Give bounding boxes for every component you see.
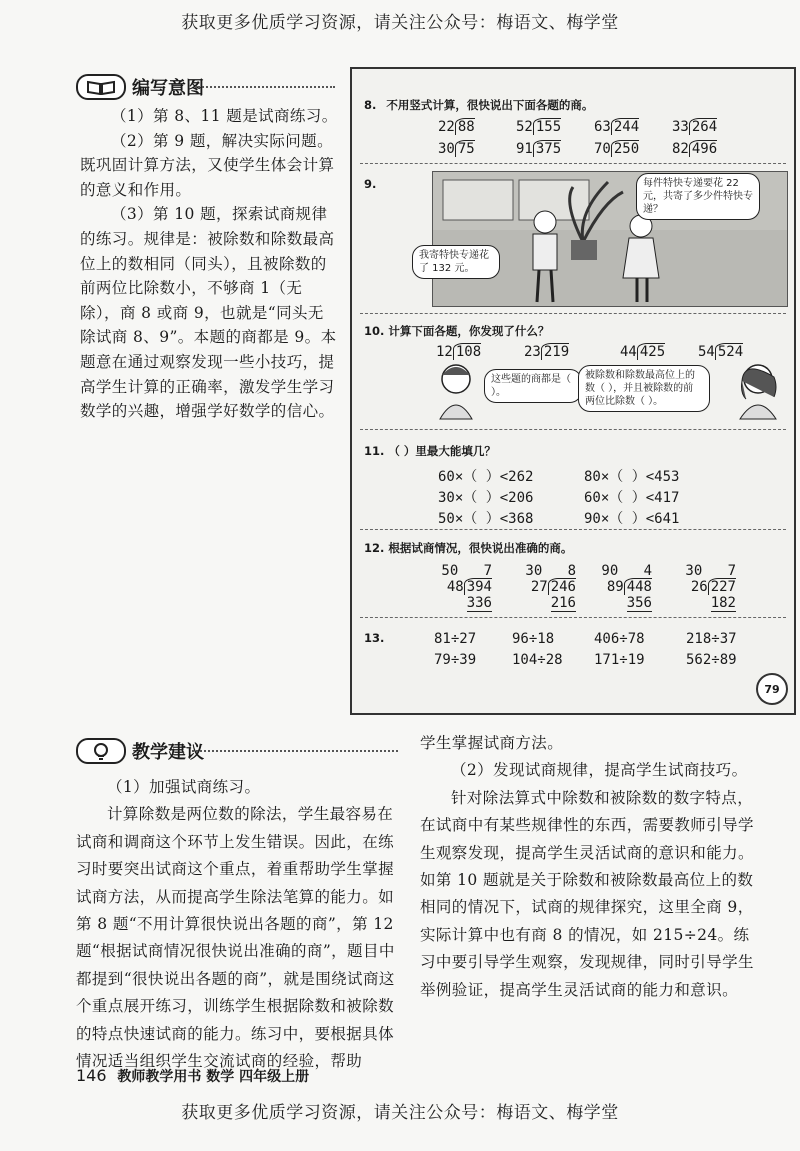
intent-header [76, 74, 204, 100]
suggest-right-p3: 针对除法算式中除数和被除数的数字特点，在试商中有某些规律性的东西，需要教师引导学生观察发现，提高学生灵活试商的意识和能力。如第 10 题就是关于除数和被除数最高位上的数相同的情况下，试商的规律探究，这里全商 9，实际计算中也有商 8 的情况，如 215÷24。练习中要引导学生观察，发现规律，同时引导学生举例验证，提高学生灵活试商的能力和意识。 [420, 788, 754, 999]
suggest-left-p2: 计算除数是两位数的除法，学生最容易在试商和调商这个环节上发生错误。因此，在练习时要突出试商这个重点，着重帮助学生掌握试商方法，从而提高学生除法笔算的能力。如第 8 题“不用计算很快说出各题的商”，第 12 题“根据试商情况很快说出准确的商”，题目中都提到“很快说出各题的商”，就是围绕试商这个重点展开练习，训练学生根据除数和被除数的特点快速试商的能力。练习中，要根据具体情况适当组织学生交流试商的经验，帮助 [76, 805, 395, 1071]
intent-p1: （1）第 8、11 题是试商练习。 [111, 107, 338, 125]
q12-long-division: 50 7 48 394 336 [441, 563, 492, 611]
boy-avatar [434, 361, 478, 421]
q10-item: 12 108 [436, 344, 482, 360]
page-footer [76, 1066, 309, 1086]
suggest-left-p1: （1）加强试商练习。 [107, 778, 261, 796]
q13-item: 218÷37 [686, 631, 737, 647]
separator [360, 163, 786, 164]
q9-boy-bubble: 我寄特快专递花了 132 元。 [412, 245, 500, 279]
q8-item: 70 250 [594, 141, 640, 157]
q11-item: 60×（ ）<262 [438, 469, 534, 485]
intent-title: 编写意图 [132, 78, 204, 99]
book-icon [76, 74, 126, 100]
banner-top: 获取更多优质学习资源，请关注公众号：梅语文、梅学堂 [181, 13, 619, 33]
q10-item: 23 219 [524, 344, 570, 360]
intent-body [80, 104, 338, 424]
q10-prompt: 10. 计算下面各题，你发现了什么？ [364, 324, 550, 338]
q13-item: 104÷28 [512, 652, 563, 668]
q8-item: 91 375 [516, 141, 562, 157]
banner-bottom: 获取更多优质学习资源，请关注公众号：梅语文、梅学堂 [181, 1103, 619, 1123]
q12-long-division: 30 7 26 227 182 [685, 563, 736, 611]
separator [360, 313, 786, 314]
q8-item: 52 155 [516, 119, 562, 135]
q8-label: 8. [364, 98, 377, 112]
suggest-header [76, 738, 204, 764]
q12-long-division: 90 4 89 448 356 [601, 563, 652, 611]
intent-p2: （2）第 9 题，解决实际问题。既巩固计算方法，又使学生体会计算的意义和作用。 [80, 131, 335, 199]
textbook-panel [350, 67, 796, 715]
q12-long-division: 30 8 27 246 216 [525, 563, 576, 611]
q13-item: 96÷18 [512, 631, 555, 647]
q10-boy-bubble: 这些题的商都是（ ）。 [484, 369, 582, 403]
q11-item: 90×（ ）<641 [584, 511, 680, 527]
q10-item: 54 524 [698, 344, 744, 360]
q8-item: 30 75 [438, 141, 475, 157]
panel-page-number: 79 [756, 673, 788, 705]
suggest-right-p1: 学生掌握试商方法。 [420, 734, 564, 752]
suggest-right-column [420, 730, 760, 1004]
q9-girl-bubble: 每件特快专递要花 22 元，共寄了多少件特快专递？ [636, 173, 760, 220]
q11-item: 50×（ ）<368 [438, 511, 534, 527]
bulb-icon [76, 738, 126, 764]
suggest-left-column [76, 774, 408, 1075]
book-title: 教师教学用书 数学 四年级上册 [117, 1069, 310, 1085]
q10-girl-bubble: 被除数和除数最高位上的数（ ），并且被除数的前两位比除数（ ）。 [578, 365, 710, 412]
q8-prompt [364, 97, 593, 113]
suggest-title: 教学建议 [132, 742, 204, 763]
intent-rule [195, 86, 335, 88]
separator [360, 529, 786, 530]
q11-prompt: 11. （ ）里最大能填几？ [364, 444, 496, 458]
q11-item: 30×（ ）<206 [438, 490, 534, 506]
q9-label: 9. [364, 177, 377, 191]
girl-avatar [734, 361, 782, 421]
q11-item: 80×（ ）<453 [584, 469, 680, 485]
q13-item: 562÷89 [686, 652, 737, 668]
q10-item: 44 425 [620, 344, 666, 360]
q8-item: 22 88 [438, 119, 475, 135]
suggest-right-p2: （2）发现试商规律，提高学生试商技巧。 [451, 761, 748, 780]
q13-item: 79÷39 [434, 652, 477, 668]
q8-text: 不用竖式计算，很快说出下面各题的商。 [386, 98, 594, 112]
q11-item: 60×（ ）<417 [584, 490, 680, 506]
q8-item: 82 496 [672, 141, 718, 157]
separator [360, 617, 786, 618]
q13-item: 171÷19 [594, 652, 645, 668]
q8-item: 63 244 [594, 119, 640, 135]
page-number: 146 [76, 1066, 107, 1085]
q12-prompt: 12. 根据试商情况，很快说出准确的商。 [364, 541, 573, 555]
q13-item: 81÷27 [434, 631, 477, 647]
q13-item: 406÷78 [594, 631, 645, 647]
q8-item: 33 264 [672, 119, 718, 135]
intent-p3: （3）第 10 题，探索试商规律的练习。规律是：被除数和除数最高位上的数相同（同头），且被除数的前两位比除数小，不够商 1（无除），商 8 或商 9，也就是“同头无除试商 8、9”。本题的商都是 9。本题意在通过观察发现一些小技巧，提高学生计算的正确率，激发学生学习数学的兴趣，增强学好数学的信心。 [80, 205, 337, 421]
separator [360, 429, 786, 430]
q13-label: 13. [364, 631, 385, 645]
suggest-rule [192, 750, 398, 752]
